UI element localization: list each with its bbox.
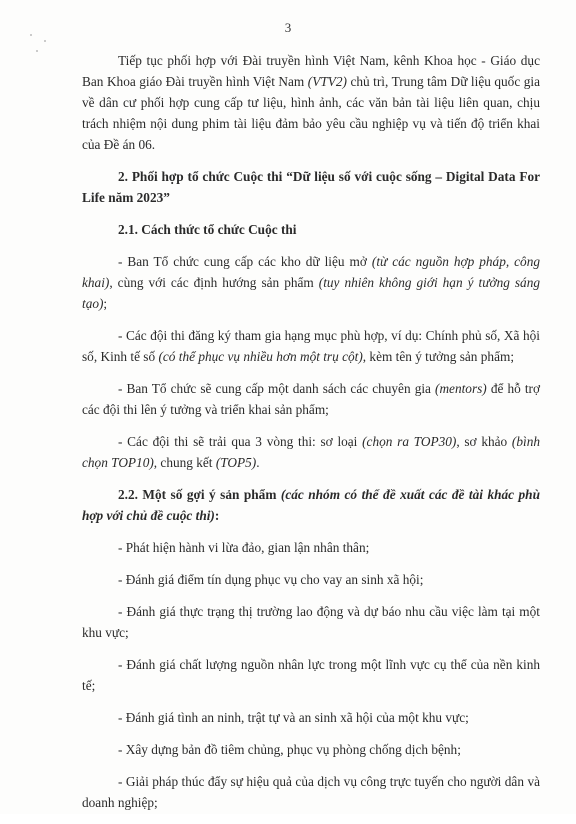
italic-run: (từ các nguồn hợp pháp, công khai) <box>82 254 540 290</box>
italic-run: (bình chọn TOP10) <box>82 434 540 470</box>
text-run: - Các đội thi sẽ trải qua 3 vòng thi: sơ loại <box>118 434 363 449</box>
section-2-heading: 2. Phối hợp tổ chức Cuộc thi “Dữ liệu số với cuộc sống – Digital Data For Life năm 2023” <box>82 169 540 205</box>
list-item: - Xây dựng bản đồ tiêm chủng, phục vụ phòng chống dịch bệnh; <box>118 742 461 757</box>
text-run: , kèm tên ý tưởng sản phẩm; <box>362 349 515 364</box>
list-item <box>82 251 540 314</box>
list-item <box>82 431 540 473</box>
text-run: - Các đội thi đăng ký tham gia hạng mục phù hợp, ví dụ: Chính phủ số, Xã hội số, Kinh tế số <box>82 328 540 364</box>
list-item <box>82 325 540 367</box>
scan-speck <box>36 50 38 52</box>
italic-run: (tuy nhiên không giới hạn ý tưởng sáng tạo) <box>82 275 540 311</box>
text-run: : <box>214 508 220 523</box>
text-run: . <box>256 455 260 470</box>
italic-run: (các nhóm có thể đề xuất các đề tài khác phù hợp với chủ đề cuộc thi) <box>82 487 540 523</box>
list-item: - Đánh giá thực trạng thị trường lao động và dự báo nhu cầu việc làm tại một khu vực; <box>82 604 540 640</box>
section-2-2-heading <box>82 484 540 526</box>
list-item: - Đánh giá điểm tín dụng phục vụ cho vay an sinh xã hội; <box>118 572 424 587</box>
italic-run: (TOP5) <box>215 455 257 470</box>
list-item: - Phát hiện hành vi lừa đảo, gian lận nhân thân; <box>118 540 370 555</box>
text-run: ; <box>103 296 108 311</box>
italic-run: (chọn ra TOP30) <box>362 434 457 449</box>
page-number: 3 <box>284 20 292 35</box>
text-run: Tiếp tục phối hợp với Đài truyền hình Việt Nam, kênh Khoa học - Giáo dục Ban Khoa giáo Đài truyền hình Việt Nam <box>82 53 540 89</box>
text-run: để hỗ trợ các đội thi lên ý tưởng và triển khai sản phẩm; <box>82 381 540 417</box>
text-run: , chung kết <box>153 455 216 470</box>
text-run: - Ban Tổ chức cung cấp các kho dữ liệu mở <box>118 254 372 269</box>
list-item: - Đánh giá tình an ninh, trật tự và an sinh xã hội của một khu vực; <box>118 710 469 725</box>
scan-speck <box>44 40 46 42</box>
text-run: 2.2. Một số gợi ý sản phẩm <box>118 487 281 502</box>
text-run: - Ban Tổ chức sẽ cung cấp một danh sách các chuyên gia <box>118 381 436 396</box>
italic-run: (VTV2) <box>307 74 347 89</box>
text-run: , sơ khảo <box>456 434 512 449</box>
list-item <box>82 378 540 420</box>
text-run: chủ trì, Trung tâm Dữ liệu quốc gia về dân cư phối hợp cung cấp tư liệu, hình ảnh, các văn bản tài liệu liên quan, chịu trách nhiệm nội dung phim tài liệu đảm bảo yêu cầu nghiệp vụ và tiến độ triển khai của Đề án 06. <box>82 74 540 152</box>
document-body <box>82 50 540 824</box>
section-2-1-heading: 2.1. Cách thức tổ chức Cuộc thi <box>118 222 297 237</box>
intro-paragraph <box>82 50 540 155</box>
text-run: , cùng với các định hướng sản phẩm <box>109 275 319 290</box>
list-item: - Đánh giá chất lượng nguồn nhân lực trong một lĩnh vực cụ thể của nền kinh tế; <box>82 657 540 693</box>
italic-run: (có thể phục vụ nhiều hơn một trụ cột) <box>158 349 363 364</box>
italic-run: (mentors) <box>435 381 487 396</box>
list-item: - Giải pháp thúc đẩy sự hiệu quả của dịch vụ công trực tuyến cho người dân và doanh nghiệp; <box>82 774 540 810</box>
